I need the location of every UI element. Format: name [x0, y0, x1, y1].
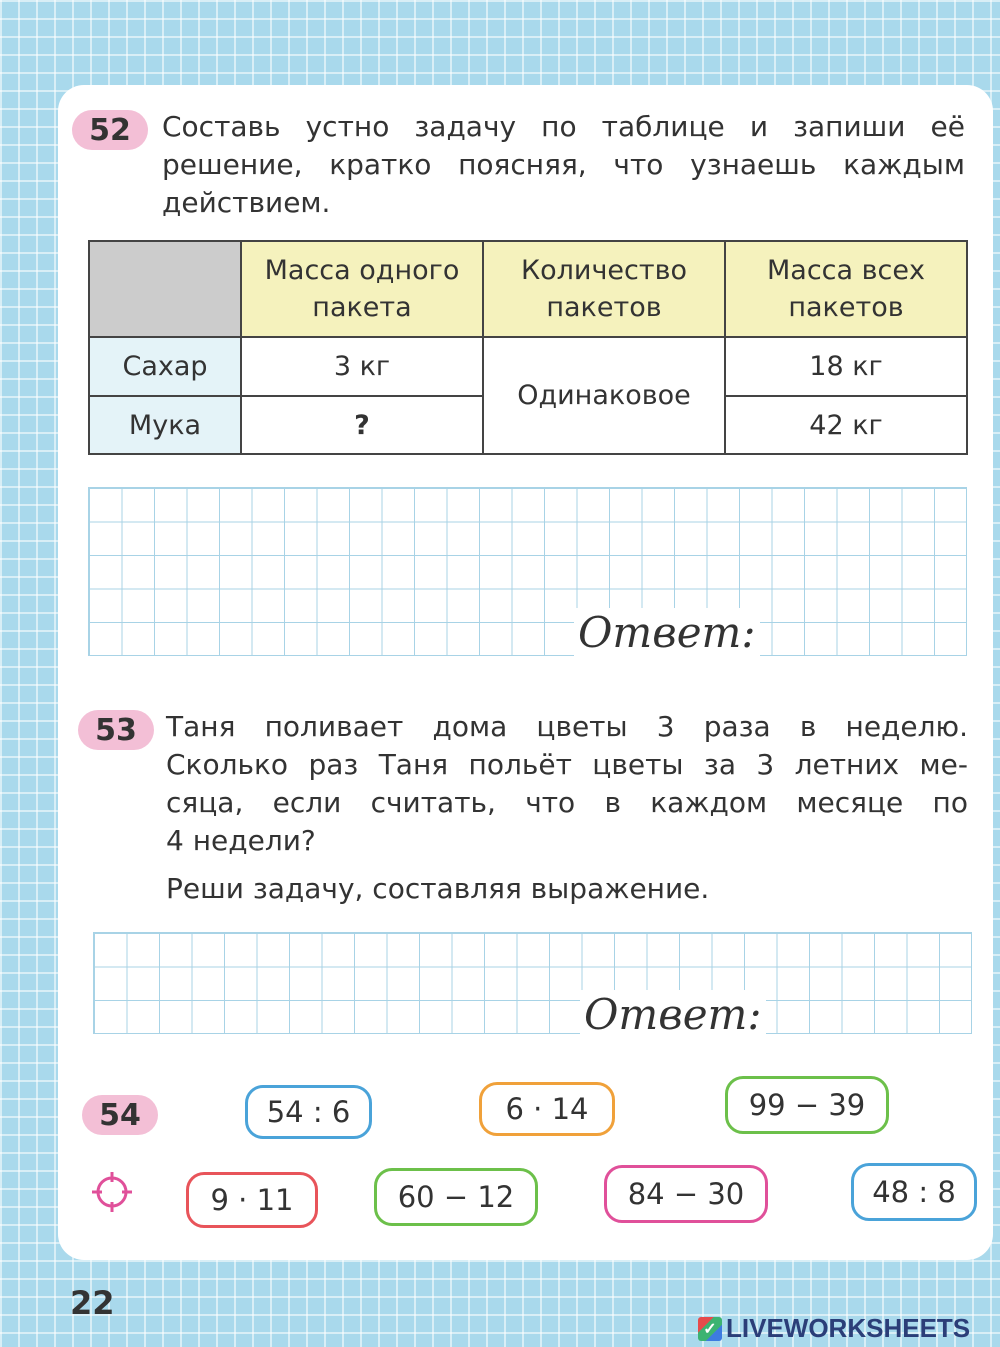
brand-text: LIVEWORKSHEETS — [726, 1313, 971, 1343]
task-53-instruction: Реши задачу, составляя выражение. — [166, 872, 710, 905]
expression-card-6[interactable]: 84 − 30 — [604, 1165, 768, 1223]
expression-card-5[interactable]: 60 − 12 — [374, 1168, 538, 1226]
flour-mass-all: 42 кг — [725, 396, 967, 454]
header-mass-one-package: Масса одного пакета — [241, 241, 483, 337]
flour-mass-one-unknown: ? — [241, 396, 483, 454]
expression-card-7[interactable]: 48 : 8 — [851, 1163, 977, 1221]
sugar-mass-one: 3 кг — [241, 337, 483, 396]
expression-card-2[interactable]: 6 · 14 — [479, 1082, 615, 1136]
task-53-answer-label: Ответ: — [580, 990, 766, 1040]
task-54-number: 54 — [82, 1095, 158, 1135]
task-52-line-1: Составь устно задачу по таблице и запиши её — [162, 110, 965, 143]
package-count-value: Одинаковое — [483, 337, 725, 454]
task-53-line-4: 4 недели? — [166, 824, 316, 857]
sugar-mass-all: 18 кг — [725, 337, 967, 396]
task-52-answer-grid[interactable] — [88, 487, 967, 656]
header-package-count: Количество пакетов — [483, 241, 725, 337]
data-table — [88, 240, 968, 455]
expression-card-1[interactable]: 54 : 6 — [245, 1085, 372, 1139]
table-corner-cell — [89, 241, 241, 337]
expression-card-4[interactable]: 9 · 11 — [186, 1172, 318, 1228]
task-52-number: 52 — [72, 110, 148, 150]
target-icon — [90, 1170, 134, 1214]
page-number: 22 — [70, 1284, 115, 1322]
expression-card-3[interactable]: 99 − 39 — [725, 1076, 889, 1134]
row-label-sugar: Сахар — [89, 337, 241, 396]
task-53-answer-grid[interactable] — [93, 932, 972, 1034]
row-label-flour: Мука — [89, 396, 241, 454]
task-53-line-1: Таня поливает дома цветы 3 раза в неделю. — [166, 710, 968, 743]
task-53-number: 53 — [78, 710, 154, 750]
liveworksheets-logo-icon: ✓ — [698, 1317, 722, 1341]
task-52-answer-label: Ответ: — [574, 608, 760, 658]
task-53-line-2: Сколько раз Таня польёт цветы за 3 летних ме- — [166, 748, 968, 781]
liveworksheets-brand — [698, 1313, 970, 1344]
task-53-line-3: сяца, если считать, что в каждом месяце по — [166, 786, 968, 819]
task-52-line-2: решение, кратко поясняя, что узнаешь каждым — [162, 148, 965, 181]
task-52-line-3: действием. — [162, 186, 331, 219]
header-mass-all-packages: Масса всех пакетов — [725, 241, 967, 337]
